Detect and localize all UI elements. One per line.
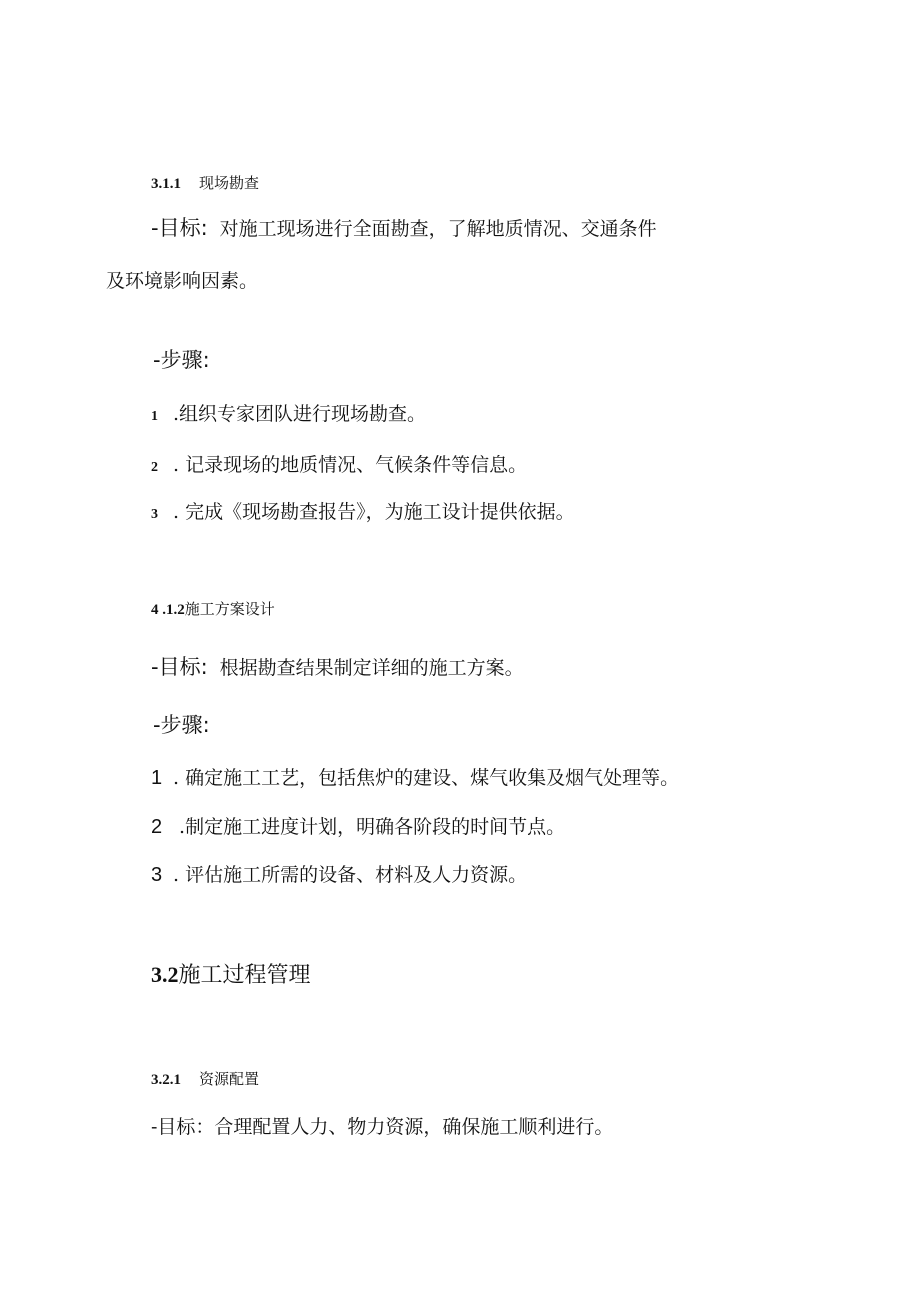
step-number: 3 — [151, 864, 163, 886]
step-item — [151, 812, 565, 839]
step-number: 2 — [151, 816, 163, 838]
section-heading-3-2 — [151, 958, 311, 989]
step-item — [151, 860, 527, 887]
goal-text-line1: 对施工现场进行全面勘查，了解地质情况、交通条件 — [219, 218, 657, 240]
step-text: .制定施工进度计划，明确各阶段的时间节点。 — [173, 816, 566, 838]
section-heading-4-1-2 — [151, 598, 275, 619]
steps-label-4-1-2: -步骤: — [153, 713, 210, 737]
step-number: 3 — [151, 507, 158, 522]
section-heading-3-1-1 — [151, 172, 259, 193]
step-number: 2 — [151, 460, 158, 475]
step-item — [151, 399, 426, 426]
section-title: 施工过程管理 — [178, 963, 311, 988]
section-number: 3.1.1 — [151, 176, 181, 192]
step-number: 1 — [151, 767, 163, 789]
step-item — [151, 497, 575, 524]
section-heading-3-2-1 — [151, 1068, 259, 1089]
goal-text-3-2-1: -目标：合理配置人力、物力资源，确保施工顺利进行。 — [151, 1116, 614, 1138]
step-text: .组织专家团队进行现场勘查。 — [173, 403, 427, 425]
goal-label: -目标: — [151, 655, 208, 679]
section-number: 4 .1.2 — [151, 602, 185, 618]
goal-text: 根据勘查结果制定详细的施工方案。 — [219, 657, 524, 679]
step-text: . 评估施工所需的设备、材料及人力资源。 — [173, 864, 528, 886]
section-number: 3.2 — [151, 962, 179, 987]
step-text: . 确定施工工艺，包括焦炉的建设、煤气收集及烟气处理等。 — [173, 767, 680, 789]
step-text: . 完成《现场勘查报告》，为施工设计提供依据。 — [173, 501, 575, 523]
steps-label-3-1-1: -步骤: — [153, 348, 210, 372]
section-title: 施工方案设计 — [184, 600, 275, 618]
step-item — [151, 450, 527, 477]
section-title: 现场勘查 — [199, 174, 260, 192]
section-title: 资源配置 — [199, 1070, 260, 1088]
section-number: 3.2.1 — [151, 1072, 181, 1088]
goal-text-line2: 及环境影响因素。 — [106, 270, 259, 292]
goal-label: -目标: — [151, 216, 208, 240]
step-text: . 记录现场的地质情况、气候条件等信息。 — [173, 454, 528, 476]
step-item — [151, 763, 679, 790]
step-number: 1 — [151, 409, 158, 424]
goal-paragraph-3-1-1 — [151, 212, 657, 242]
goal-paragraph-4-1-2 — [151, 651, 524, 681]
